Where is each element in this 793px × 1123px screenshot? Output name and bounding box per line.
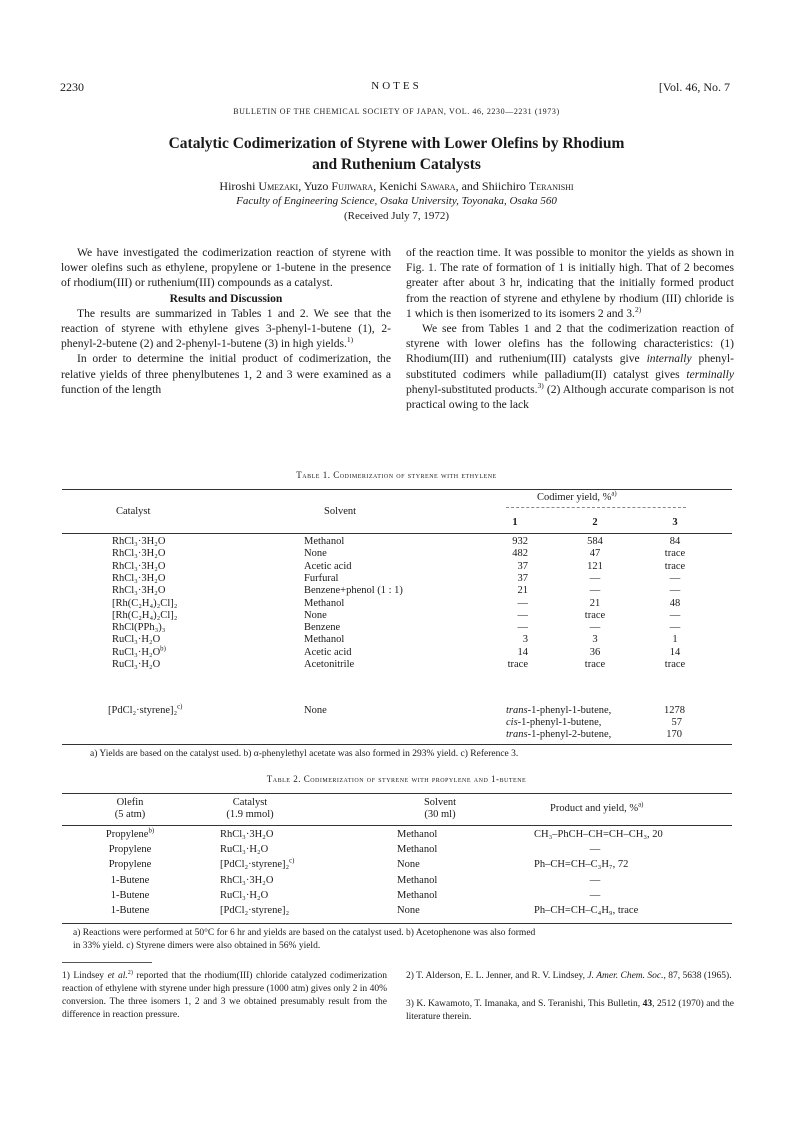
left-column: [61, 245, 391, 397]
table1-cell-yield3: [645, 573, 705, 584]
table1-cell-yield2-text: 21: [589, 597, 601, 609]
table1-cell-yield2-text: 3: [592, 634, 598, 646]
ref-marker: 2): [634, 304, 642, 314]
isomer-name: -1-phenyl-1-butene,: [517, 717, 602, 728]
table1-cell-yield2-text: trace: [584, 659, 606, 670]
table1-pd-product-3: [506, 729, 611, 740]
table2-cell-solvent: [397, 890, 437, 901]
page-number: 2230: [60, 80, 84, 94]
table1-cell-yield1: [480, 548, 528, 559]
table1-bottom-rule: [62, 744, 732, 745]
table2-cell-solvent-text: Methanol: [397, 874, 438, 886]
table2-cell-product-text: —: [589, 844, 601, 856]
table1-pd-value-3: 170: [666, 729, 682, 740]
table1-cell-yield3-text: —: [669, 572, 681, 584]
table2-cell-olefin: [80, 844, 180, 855]
table1-cell-yield3-text: —: [669, 609, 681, 621]
fn1-etal: et al.: [107, 971, 128, 981]
table1-cell-yield2: [565, 536, 625, 547]
table2-cell-product: [565, 844, 625, 855]
table1-cell-catalyst: [112, 573, 165, 584]
results-text: The results are summarized in Tables 1 and 2. We see that the reaction of styrene with ethylene gives 3-phenyl-1-butene (1), 2-phenyl-2-butene (2) and 2-phenyl-1-butene (3) in high yields.: [61, 306, 391, 351]
table1-cell-catalyst-text: [Rh(C₂H₄)₂Cl]₂: [112, 609, 178, 621]
table1-pd-catalyst: [108, 705, 182, 716]
table1-cell-yield2: [565, 598, 625, 609]
table1-cell-yield3: [645, 647, 705, 658]
table1-pd-solvent: None: [304, 705, 327, 716]
table2-cell-catalyst: [220, 844, 268, 855]
product-note: a): [638, 801, 644, 809]
char-text-c: phenyl-substituted products.: [406, 382, 538, 396]
author-1-given: Hiroshi: [219, 179, 256, 193]
table1-cell-yield2-text: —: [589, 585, 601, 597]
continuation-paragraph: [406, 245, 734, 321]
ref-marker: 3): [537, 380, 544, 390]
table1-cell-catalyst: [112, 561, 165, 572]
table1-cell-solvent-text: Benzene+phenol (1 : 1): [304, 585, 403, 597]
table2-cell-olefin-text: 1-Butene: [110, 889, 150, 901]
table1-cell-yield1-text: 482: [512, 548, 528, 560]
table1-cell-catalyst-text: RhCl₃·3H₂O: [112, 536, 166, 547]
table2-cell-catalyst-text: [PdCl₂·styrene]₂: [220, 905, 290, 916]
table1-cell-catalyst-text: RhCl₃·3H₂O: [112, 585, 166, 597]
product-text: Product and yield, %: [550, 803, 639, 814]
author-3-given: Kenichi: [379, 179, 418, 193]
table1-cell-solvent-text: None: [304, 548, 327, 560]
fn2-journal: J. Amer. Chem. Soc.: [587, 971, 664, 981]
table1-cell-yield2: [565, 561, 625, 572]
table1-header-col3: 3: [672, 517, 678, 528]
table1-cell-yield2-text: trace: [584, 609, 606, 621]
table1-cell-yield1: [480, 659, 528, 670]
fn2-text-b: , 87, 5638 (1965).: [663, 971, 732, 981]
table2-header-catalyst: Catalyst: [232, 797, 268, 808]
table1-cell-yield1-text: —: [517, 609, 528, 621]
table2-cell-catalyst-text: RhCl₃·3H₂O: [220, 874, 274, 886]
table1-cell-yield1: [480, 573, 528, 584]
table1-cell-solvent-text: Furfural: [304, 572, 339, 584]
results-paragraph: [61, 306, 391, 352]
table1-cell-solvent-text: Methanol: [304, 536, 345, 547]
table1-cell-yield1: [480, 610, 528, 621]
table1-cell-yield1: [480, 536, 528, 547]
author-list: Hiroshi Umezaki, Yuzo Fujiwara, Kenichi Sawara, and Shiichiro Teranishi: [219, 179, 574, 193]
table2-bottom-rule: [62, 923, 732, 924]
table1-cell-solvent: [304, 561, 352, 572]
table1-cell-yield3-text: trace: [664, 560, 686, 572]
table1-cell-yield2-text: 47: [589, 548, 601, 560]
table1-cell-yield3-text: 1: [672, 634, 678, 646]
table1-header-rule: [62, 533, 732, 534]
table1-cell-yield2: [565, 573, 625, 584]
fn3-vol: 43: [642, 999, 653, 1009]
pd-catalyst-note: c): [177, 703, 183, 711]
article-title: [100, 133, 693, 175]
table1-cell-solvent: [304, 548, 327, 559]
table1-cell-yield2-text: 36: [589, 646, 601, 658]
table1-cell-yield3: [645, 622, 705, 633]
table1-cell-solvent-text: Acetic acid: [304, 646, 352, 658]
fn1-text-b: reported that the rhodium(III) chloride catalyzed codimerization reaction of ethylene with styrene under high pressure (1000 atm) gives only 2 in 40% conversion. The three isomers 1, 2 and 3 we obtained presumably result from the difference in reaction pressure.: [62, 971, 388, 1020]
received-date: (Received July 7, 1972): [343, 210, 450, 222]
table2-cell-product: [534, 829, 663, 840]
table1-cell-yield1-text: 37: [517, 560, 528, 572]
characteristics-paragraph: [406, 321, 734, 412]
table1-pd-value-1: 1278: [664, 705, 685, 716]
table1-cell-catalyst-text: RhCl₃·3H₂O: [112, 572, 166, 584]
table2-cell-product: [565, 890, 625, 901]
table2-cell-solvent: [397, 829, 437, 840]
table1-header-col2: 2: [592, 517, 598, 528]
table1-cell-solvent: [304, 610, 327, 621]
initial-product-paragraph: In order to determine the initial product of codimerization, the relative yields of three phenylbutenes 1, 2 and 3 were examined as a function of the length: [61, 352, 391, 396]
table2-cell-olefin-text: 1-Butene: [110, 874, 150, 886]
ref-marker: 1): [346, 335, 354, 345]
journal-citation: BULLETIN OF THE CHEMICAL SOCIETY OF JAPAN, VOL. 46, 2230—2231 (1973): [233, 107, 560, 116]
table2-header-solvent: Solvent: [423, 797, 457, 808]
table1-cell-yield1: [480, 585, 528, 596]
table2-cell-olefin-text: 1-Butene: [110, 905, 150, 916]
table1-cell-yield3-text: —: [669, 622, 681, 634]
table2-notes-line-2: in 33% yield. c) Styrene dimers were also obtained in 56% yield.: [73, 941, 321, 951]
table1-cell-solvent-text: None: [304, 609, 327, 621]
volume-label: [Vol. 46, No. 7: [658, 80, 730, 94]
affiliation: Faculty of Engineering Science, Osaka University, Toyonaka, Osaka 560: [236, 195, 557, 207]
table1-cell-yield1: [480, 598, 528, 609]
table1-pd-product-2: [506, 717, 601, 728]
table1-cell-yield3: [645, 561, 705, 572]
table1-cell-yield3-text: 48: [669, 597, 681, 609]
table1-cell-catalyst: [112, 548, 165, 559]
table2-cell-solvent-text: Methanol: [397, 844, 438, 856]
table1-cell-catalyst: [112, 634, 160, 645]
table1-cell-yield1: [480, 634, 528, 645]
table1-cell-solvent: [304, 634, 344, 645]
char-emph-1: internally: [646, 352, 692, 366]
table2-cell-catalyst-note: c): [289, 857, 295, 865]
table1-top-rule: [62, 489, 732, 490]
isomer-prefix: cis: [506, 717, 518, 728]
table1-cell-solvent-text: Acetic acid: [304, 560, 352, 572]
table2-cell-product: [565, 875, 625, 886]
table2-cell-product: [534, 905, 638, 916]
char-text-a: We see from Tables 1 and 2 that the codimerization reaction of styrene with lower olefins has the following characteristics: (1) Rhodium(III) and ruthenium(III) catalysts give: [406, 322, 734, 366]
table2-cell-product: [534, 859, 628, 870]
table1-cell-solvent: [304, 573, 338, 584]
table1-caption: Table 1. Codimerization of styrene with ethylene: [296, 470, 497, 480]
right-column: [406, 245, 734, 412]
fn3-text-b: , 2512 (1970) and the literature therein.: [406, 999, 734, 1022]
table1-cell-solvent: [304, 647, 352, 658]
fn1-text-a: 1) Lindsey: [62, 971, 108, 981]
table2-cell-catalyst-text: RuCl₃·H₂O: [220, 844, 269, 856]
table1-cell-catalyst-text: [Rh(C₂H₄)₂Cl]₂: [112, 597, 178, 609]
table1-pd-product-1: [506, 705, 611, 716]
yield-text: Codimer yield, %: [537, 492, 612, 503]
table2-cell-olefin: [80, 829, 180, 840]
table1-cell-yield3-text: 14: [669, 646, 681, 658]
table1-cell-yield1-text: 932: [512, 536, 528, 547]
table2-cell-product-text: CH₃–PhCH–CH=CH–CH₃, 20: [534, 829, 663, 840]
table1-cell-solvent-text: Benzene: [304, 622, 341, 634]
table2-cell-catalyst: [220, 905, 289, 916]
table1-cell-catalyst-note: b): [160, 645, 166, 653]
table1-cell-catalyst-text: RuCl₃·H₂O: [112, 634, 161, 646]
table2-cell-catalyst: [220, 859, 294, 870]
table1-cell-yield2: [565, 634, 625, 645]
table2-cell-product-text: —: [589, 874, 601, 886]
author-4-given: Shiichiro: [481, 179, 526, 193]
table1-cell-yield2-text: —: [589, 622, 601, 634]
table1-cell-yield1-text: 14: [517, 646, 528, 658]
table1-cell-yield1-text: —: [517, 622, 528, 634]
table1-cell-solvent: [304, 536, 344, 547]
footnote-3: [406, 998, 734, 1024]
fn1-ref: 2): [127, 969, 133, 976]
table1-notes: a) Yields are based on the catalyst used. b) α-phenylethyl acetate was also formed in 293% yield. c) Reference 3.: [90, 749, 519, 759]
table1-cell-yield3: [645, 585, 705, 596]
table1-cell-yield2: [565, 610, 625, 621]
table2-cell-solvent: [397, 859, 420, 870]
table1-cell-solvent-text: Methanol: [304, 597, 345, 609]
table2-cell-catalyst: [220, 875, 273, 886]
table2-cell-solvent: [397, 844, 437, 855]
table2-cell-catalyst: [220, 829, 273, 840]
table2-top-rule: [62, 793, 732, 794]
table2-cell-product-text: —: [589, 889, 601, 901]
table2-cell-catalyst: [220, 890, 268, 901]
table1-cell-yield2: [565, 647, 625, 658]
table2-header-product: [550, 803, 643, 814]
table1-cell-yield3-text: —: [669, 585, 681, 597]
table1-cell-yield2-text: 121: [587, 560, 603, 572]
title-line-2: and Ruthenium Catalysts: [312, 156, 481, 173]
table2-header-solvent-unit: (30 ml): [424, 809, 456, 820]
table1-cell-yield2-text: —: [589, 572, 601, 584]
intro-paragraph: We have investigated the codimerization reaction of styrene with lower olefins such as ethylene, propylene or 1-butene in the presence of rhodium(III) or ruthenium(III) compounds as a catalyst.: [61, 246, 391, 290]
table1-cell-catalyst: [112, 536, 165, 547]
yield-note: a): [611, 490, 617, 498]
table1-cell-solvent: [304, 622, 340, 633]
table2-cell-olefin: [80, 875, 180, 886]
table2-cell-solvent: [397, 875, 437, 886]
author-3-family: Sawara: [420, 179, 456, 193]
table1-cell-catalyst: [112, 647, 166, 658]
table2-cell-solvent-text: Methanol: [397, 889, 438, 901]
table1-cell-catalyst: [112, 610, 177, 621]
table1-cell-solvent: [304, 585, 403, 596]
table2-cell-solvent-text: None: [397, 905, 420, 916]
title-line-1: Catalytic Codimerization of Styrene with Lower Olefins by Rhodium: [168, 135, 625, 152]
author-2-family: Fujiwara: [331, 179, 374, 193]
table2-cell-catalyst-text: [PdCl₂·styrene]₂: [220, 859, 290, 871]
table2-cell-olefin-text: Propylene: [105, 829, 149, 840]
table1-header-yield: [537, 492, 617, 503]
table2-cell-olefin-note: b): [148, 827, 155, 835]
footnote-2: [406, 970, 734, 983]
section-heading: Results and Discussion: [169, 291, 283, 305]
table1-cell-yield2: [565, 659, 625, 670]
section-label: NOTES: [371, 80, 422, 92]
table1-cell-yield1-text: 3: [522, 634, 528, 646]
continuation-text: of the reaction time. It was possible to monitor the yields as shown in Fig. 1. The rate of formation of 1 is initially high. That of 2 becomes greater after about 3 hr, indicating that the initially formed product from the reaction of styrene and ethylene by rhodium (III) chloride is 1 which is then isomerized to its isomers 2 and 3.: [406, 246, 734, 320]
table1-cell-yield1-text: trace: [507, 659, 528, 670]
fn2-text-a: 2) T. Alderson, E. L. Jenner, and R. V. Lindsey,: [406, 971, 588, 981]
table1-header-solvent: Solvent: [324, 506, 357, 517]
table2-cell-solvent-text: None: [397, 859, 420, 871]
table2-cell-olefin: [80, 859, 180, 870]
isomer-name: -1-phenyl-1-butene,: [527, 705, 612, 716]
table1-cell-catalyst-text: RuCl₃·H₂O: [112, 646, 161, 658]
table1-cell-catalyst-text: RuCl₃·H₂O: [112, 659, 161, 670]
table1-cell-yield1: [480, 561, 528, 572]
table1-pd-value-2: 57: [671, 717, 682, 728]
table2-header-olefin: Olefin: [116, 797, 144, 808]
table2-cell-olefin: [80, 890, 180, 901]
author-2-given: Yuzo: [303, 179, 329, 193]
table1-cell-catalyst: [112, 598, 177, 609]
table2-cell-olefin-text: Propylene: [108, 859, 152, 871]
table1-cell-yield1-text: 21: [517, 585, 528, 597]
isomer-prefix: trans: [506, 705, 528, 716]
table2-cell-olefin-text: Propylene: [108, 844, 152, 856]
table2-header-rule: [62, 825, 732, 826]
author-1-family: Umezaki: [258, 179, 299, 193]
table1-cell-catalyst-text: RhCl(PPh₃)₃: [112, 622, 166, 634]
table1-cell-catalyst: [112, 622, 165, 633]
table2-cell-catalyst-text: RuCl₃·H₂O: [220, 889, 269, 901]
table1-cell-catalyst-text: RhCl₃·3H₂O: [112, 548, 166, 560]
table2-caption: Table 2. Codimerization of styrene with propylene and 1-butene: [266, 774, 527, 784]
pd-catalyst-text: [PdCl₂·styrene]₂: [108, 705, 178, 716]
table2-notes-line-1: a) Reactions were performed at 50°C for 6 hr and yields are based on the catalyst used. b) Acetophenone was also formed: [73, 928, 536, 938]
author-4-family: Teranishi: [528, 179, 574, 193]
table1-cell-yield3: [645, 548, 705, 559]
table2-cell-product-text: Ph–CH=CH–C₄H₉, trace: [534, 905, 639, 916]
table1-cell-yield3: [645, 598, 705, 609]
fn3-text-a: 3) K. Kawamoto, T. Imanaka, and S. Teranishi, This Bulletin,: [406, 999, 643, 1009]
table2-cell-solvent: [397, 905, 420, 916]
table1-cell-yield2: [565, 622, 625, 633]
table1-header-catalyst: Catalyst: [116, 506, 151, 517]
char-text-b: phenyl-substituted codimers while palladium(II) catalyst gives: [406, 352, 734, 381]
table1-cell-yield3-text: 84: [669, 536, 681, 547]
table1-cell-catalyst: [112, 659, 160, 670]
table1-cell-solvent: [304, 659, 354, 670]
table1-header-col1: 1: [512, 517, 518, 528]
table1-cell-solvent-text: Methanol: [304, 634, 345, 646]
table1-cell-yield3-text: trace: [664, 659, 686, 670]
table1-cell-solvent-text: Acetonitrile: [304, 659, 355, 670]
isomer-name: -1-phenyl-2-butene,: [527, 729, 612, 740]
table2-cell-product-text: Ph–CH=CH–C₃H₇, 72: [534, 859, 629, 871]
char-emph-2: terminally: [686, 367, 734, 381]
table1-cell-yield1: [480, 622, 528, 633]
table1-cell-yield3: [645, 536, 705, 547]
table2-cell-solvent-text: Methanol: [397, 829, 438, 840]
table1-cell-yield1-text: 37: [517, 572, 528, 584]
table1-cell-yield3: [645, 659, 705, 670]
table2-header-olefin-unit: (5 atm): [114, 809, 146, 820]
table1-cell-yield2: [565, 585, 625, 596]
table1-cell-catalyst: [112, 585, 165, 596]
table2-cell-catalyst-text: RhCl₃·3H₂O: [220, 829, 274, 840]
table1-cell-yield1: [480, 647, 528, 658]
table1-cell-yield3: [645, 610, 705, 621]
table2-header-catalyst-unit: (1.9 mmol): [226, 809, 274, 820]
table1-yield-span-rule: [506, 507, 686, 508]
table1-cell-solvent: [304, 598, 344, 609]
char-text-d: (2) Although accurate comparison is not practical owing to the lack: [406, 382, 734, 412]
table1-cell-catalyst-text: RhCl₃·3H₂O: [112, 560, 166, 572]
table1-cell-yield3-text: trace: [664, 548, 686, 560]
footnote-1: [62, 970, 387, 1022]
table1-cell-yield1-text: —: [517, 597, 528, 609]
table1-cell-yield2: [565, 548, 625, 559]
table1-cell-yield2-text: 584: [587, 536, 603, 547]
footnote-rule: [62, 962, 152, 963]
table2-cell-olefin: [80, 905, 180, 916]
table1-cell-yield3: [645, 634, 705, 645]
isomer-prefix: trans: [506, 729, 528, 740]
